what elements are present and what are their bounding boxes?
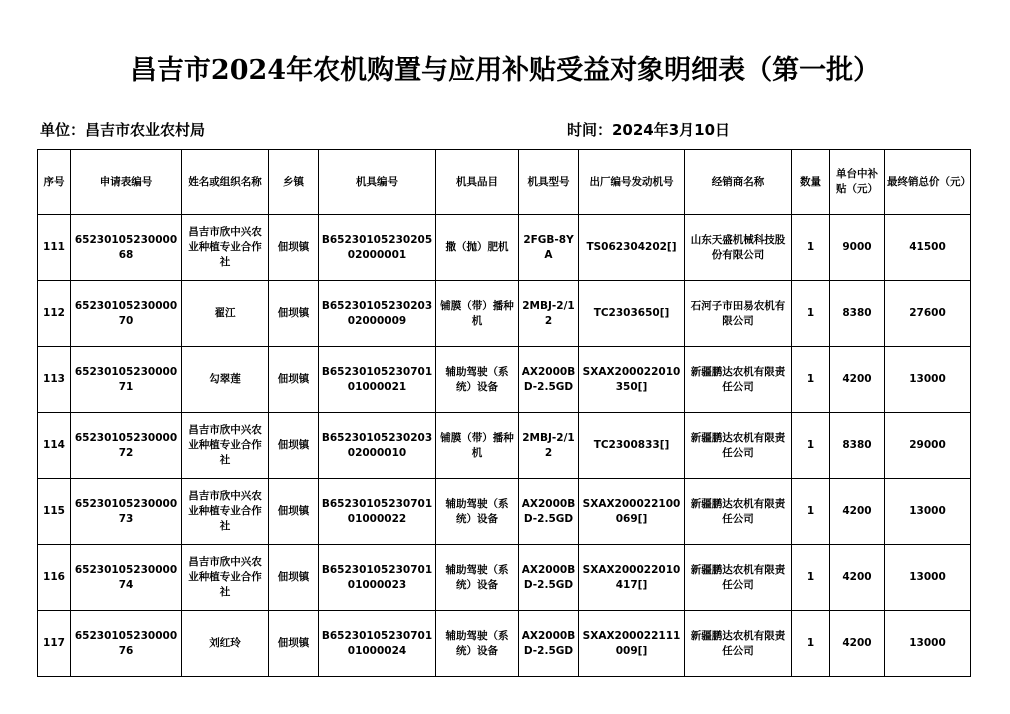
table-cell: 铺膜（带）播种机 <box>436 281 519 347</box>
header-cell: 机具型号 <box>519 150 579 215</box>
header-cell: 申请表编号 <box>71 150 182 215</box>
header-cell: 机具编号 <box>319 150 436 215</box>
table-cell: 2FGB-8YA <box>519 215 579 281</box>
table-cell: SXAX200022010417[] <box>579 545 685 611</box>
table-cell: 13000 <box>885 347 971 413</box>
table-cell: 114 <box>38 413 71 479</box>
table-cell: B6523010523020302000009 <box>319 281 436 347</box>
table-row <box>38 413 971 479</box>
table-cell: 昌吉市欣中兴农业种植专业合作社 <box>182 413 269 479</box>
table-cell: 1 <box>792 611 830 677</box>
table-cell: 1 <box>792 347 830 413</box>
table-cell: 佃坝镇 <box>269 479 319 545</box>
table-row <box>38 215 971 281</box>
table-cell: 辅助驾驶（系统）设备 <box>436 479 519 545</box>
table-cell: 勾翠莲 <box>182 347 269 413</box>
table-cell: 佃坝镇 <box>269 215 319 281</box>
table-cell: 4200 <box>830 347 885 413</box>
table-cell: 佃坝镇 <box>269 545 319 611</box>
table-cell: 6523010523000076 <box>71 611 182 677</box>
table-cell: 6523010523000068 <box>71 215 182 281</box>
table-cell: 6523010523000071 <box>71 347 182 413</box>
table-cell: 佃坝镇 <box>269 281 319 347</box>
table-cell: 111 <box>38 215 71 281</box>
header-cell: 最终销总价（元） <box>885 150 971 215</box>
table-cell: 辅助驾驶（系统）设备 <box>436 611 519 677</box>
header-cell: 数量 <box>792 150 830 215</box>
table-cell: 6523010523000073 <box>71 479 182 545</box>
table-cell: 115 <box>38 479 71 545</box>
table-cell: 6523010523000072 <box>71 413 182 479</box>
header-cell: 单台中补贴（元） <box>830 150 885 215</box>
table-cell: B6523010523070101000023 <box>319 545 436 611</box>
table-cell: 116 <box>38 545 71 611</box>
table-cell: 1 <box>792 413 830 479</box>
table-cell: SXAX200022100069[] <box>579 479 685 545</box>
table-cell: B6523010523020502000001 <box>319 215 436 281</box>
table-cell: 翟江 <box>182 281 269 347</box>
table-cell: TC2303650[] <box>579 281 685 347</box>
table-cell: 撒（抛）肥机 <box>436 215 519 281</box>
table-cell: 2MBJ-2/12 <box>519 281 579 347</box>
table-cell: 4200 <box>830 611 885 677</box>
subsidy-table <box>37 149 971 677</box>
table-cell: B6523010523070101000024 <box>319 611 436 677</box>
table-cell: 27600 <box>885 281 971 347</box>
table-cell: 2MBJ-2/12 <box>519 413 579 479</box>
table-cell: 13000 <box>885 611 971 677</box>
table-cell: 8380 <box>830 413 885 479</box>
table-row <box>38 281 971 347</box>
date-label: 时间：2024年3月10日 <box>567 121 731 139</box>
table-cell: 昌吉市欣中兴农业种植专业合作社 <box>182 215 269 281</box>
header-cell: 乡镇 <box>269 150 319 215</box>
table-cell: 9000 <box>830 215 885 281</box>
table-row <box>38 611 971 677</box>
table-cell: 112 <box>38 281 71 347</box>
header-cell: 序号 <box>38 150 71 215</box>
table-row <box>38 479 971 545</box>
table-cell: 铺膜（带）播种机 <box>436 413 519 479</box>
table-cell: 41500 <box>885 215 971 281</box>
table-cell: 石河子市田易农机有限公司 <box>685 281 792 347</box>
table-cell: 13000 <box>885 479 971 545</box>
table-cell: 新疆鹏达农机有限责任公司 <box>685 479 792 545</box>
header-cell: 姓名或组织名称 <box>182 150 269 215</box>
table-cell: 113 <box>38 347 71 413</box>
table-cell: 新疆鹏达农机有限责任公司 <box>685 347 792 413</box>
table-cell: 4200 <box>830 479 885 545</box>
table-cell: 13000 <box>885 545 971 611</box>
table-cell: 4200 <box>830 545 885 611</box>
table-cell: AX2000BD-2.5GD <box>519 545 579 611</box>
table-row <box>38 347 971 413</box>
table-cell: AX2000BD-2.5GD <box>519 611 579 677</box>
table-cell: 6523010523000070 <box>71 281 182 347</box>
table-cell: 佃坝镇 <box>269 413 319 479</box>
table-cell: 8380 <box>830 281 885 347</box>
table-cell: B6523010523070101000021 <box>319 347 436 413</box>
header-cell: 出厂编号发动机号 <box>579 150 685 215</box>
table-cell: B6523010523020302000010 <box>319 413 436 479</box>
header-cell: 机具品目 <box>436 150 519 215</box>
table-cell: 1 <box>792 479 830 545</box>
unit-label: 单位：昌吉市农业农村局 <box>40 121 206 139</box>
table-cell: 1 <box>792 281 830 347</box>
document-title: 昌吉市2024年农机购置与应用补贴受益对象明细表（第一批） <box>129 55 881 86</box>
table-cell: 新疆鹏达农机有限责任公司 <box>685 545 792 611</box>
table-cell: 昌吉市欣中兴农业种植专业合作社 <box>182 479 269 545</box>
table-cell: 辅助驾驶（系统）设备 <box>436 347 519 413</box>
table-cell: 29000 <box>885 413 971 479</box>
table-cell: TC2300833[] <box>579 413 685 479</box>
table-cell: 山东天盛机械科技股份有限公司 <box>685 215 792 281</box>
table-cell: SXAX200022010350[] <box>579 347 685 413</box>
table-cell: 辅助驾驶（系统）设备 <box>436 545 519 611</box>
table-cell: 1 <box>792 215 830 281</box>
table-cell: AX2000BD-2.5GD <box>519 347 579 413</box>
table-cell: 昌吉市欣中兴农业种植专业合作社 <box>182 545 269 611</box>
table-cell: TS062304202[] <box>579 215 685 281</box>
table-cell: 新疆鹏达农机有限责任公司 <box>685 611 792 677</box>
table-cell: AX2000BD-2.5GD <box>519 479 579 545</box>
table-row <box>38 545 971 611</box>
table-header-row <box>38 150 971 215</box>
table-cell: B6523010523070101000022 <box>319 479 436 545</box>
header-cell: 经销商名称 <box>685 150 792 215</box>
table-cell: 新疆鹏达农机有限责任公司 <box>685 413 792 479</box>
table-cell: 1 <box>792 545 830 611</box>
table-cell: 佃坝镇 <box>269 347 319 413</box>
table-cell: 佃坝镇 <box>269 611 319 677</box>
table-cell: 117 <box>38 611 71 677</box>
table-cell: 刘红玲 <box>182 611 269 677</box>
table-cell: SXAX200022111009[] <box>579 611 685 677</box>
table-cell: 6523010523000074 <box>71 545 182 611</box>
